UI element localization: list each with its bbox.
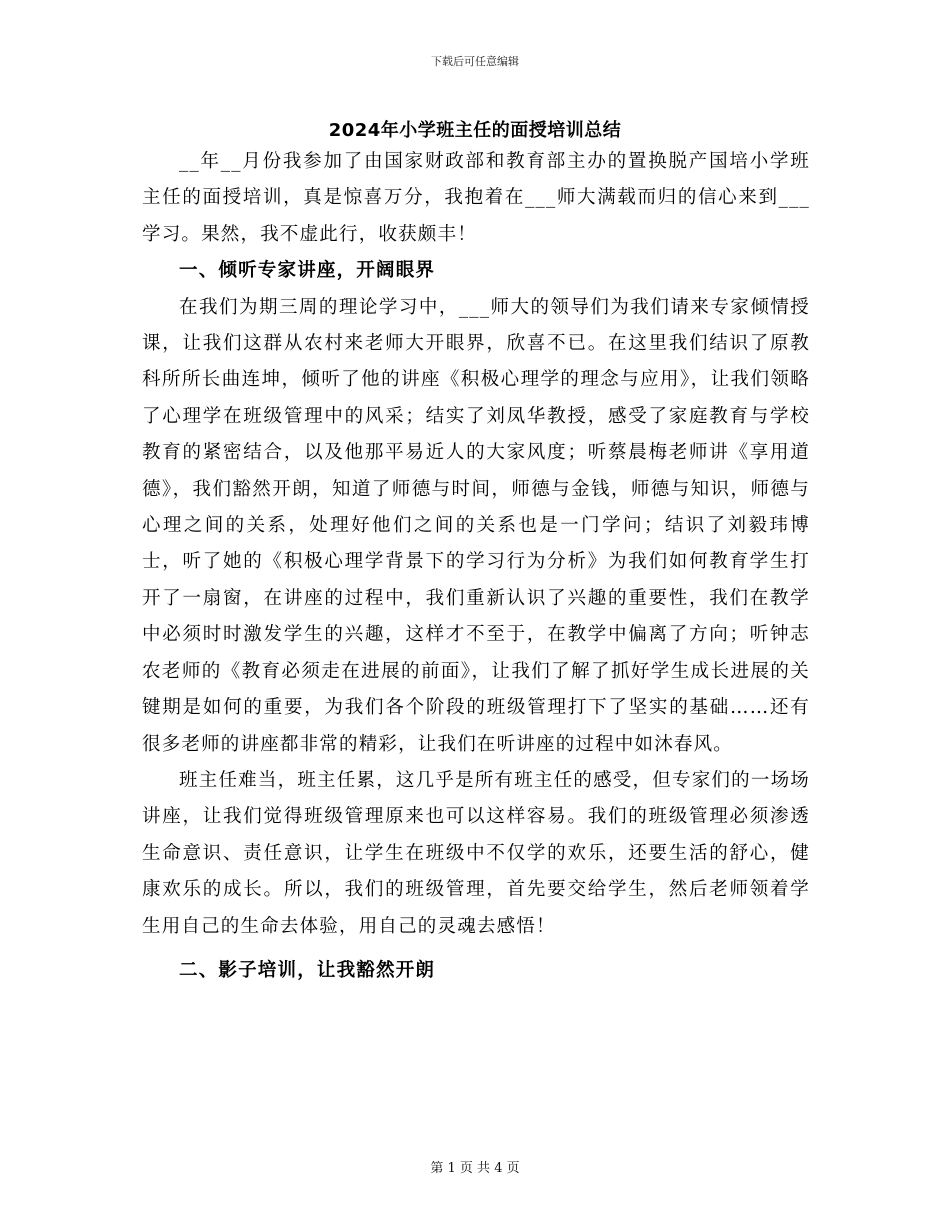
intro-paragraph: __年__月份我参加了由国家财政部和教育部主办的置换脱产国培小学班主任的面授培训，真是惊喜万分，我抱着在___师大满载而归的信心来到___学习。果然，我不虚此行，收获颇丰！ — [142, 151, 810, 245]
page-header-note: 下载后可任意编辑 — [431, 55, 519, 68]
section-1-paragraph-1: 在我们为期三周的理论学习中，___师大的领导们为我们请来专家倾情授课，让我们这群从农村来老师大开眼界，欣喜不已。在这里我们结识了原教科所所长曲连坤，倾听了他的讲座《积极心理学的理念与应用》，让我们领略了心理学在班级管理中的风采；结实了刘凤华教授，感受了家庭教育与学校教育的紧密结合，以及他那平易近人的大家风度；听蔡晨梅老师讲《享用道德》，我们豁然开朗，知道了师德与时间，师德与金钱，师德与知识，师德与心理之间的关系，处理好他们之间的关系也是一门学问；结识了刘毅玮博士，听了她的《积极心理学背景下的学习行为分析》为我们如何教育学生打开了一扇窗，在讲座的过程中，我们重新认识了兴趣的重要性，我们在教学中必须时时激发学生的兴趣，这样才不至于，在教学中偏离了方向；听钟志农老师的《教育必须走在进展的前面》，让我们了解了抓好学生成长进展的关键期是如何的重要，为我们各个阶段的班级管理打下了坚实的基础……还有很多老师的讲座都非常的精彩，让我们在听讲座的过程中如沐春风。 — [142, 296, 810, 755]
page-number-footer: 第 1 页 共 4 页 — [430, 1161, 520, 1176]
section-1-heading: 一、倾听专家讲座，开阔眼界 — [179, 260, 436, 282]
section-1-paragraph-2: 班主任难当，班主任累，这几乎是所有班主任的感受，但专家们的一场场讲座，让我们觉得班级管理原来也可以这样容易。我们的班级管理必须渗透生命意识、责任意识，让学生在班级中不仅学的欢乐，还要生活的舒心，健康欢乐的成长。所以，我们的班级管理，首先要交给学生，然后老师领着学生用自己的生命去体验，用自己的灵魂去感悟！ — [142, 769, 810, 937]
document-title: 2024年小学班主任的面授培训总结 — [328, 120, 622, 141]
section-2-heading: 二、影子培训，让我豁然开朗 — [179, 959, 436, 981]
document-body — [142, 144, 810, 989]
